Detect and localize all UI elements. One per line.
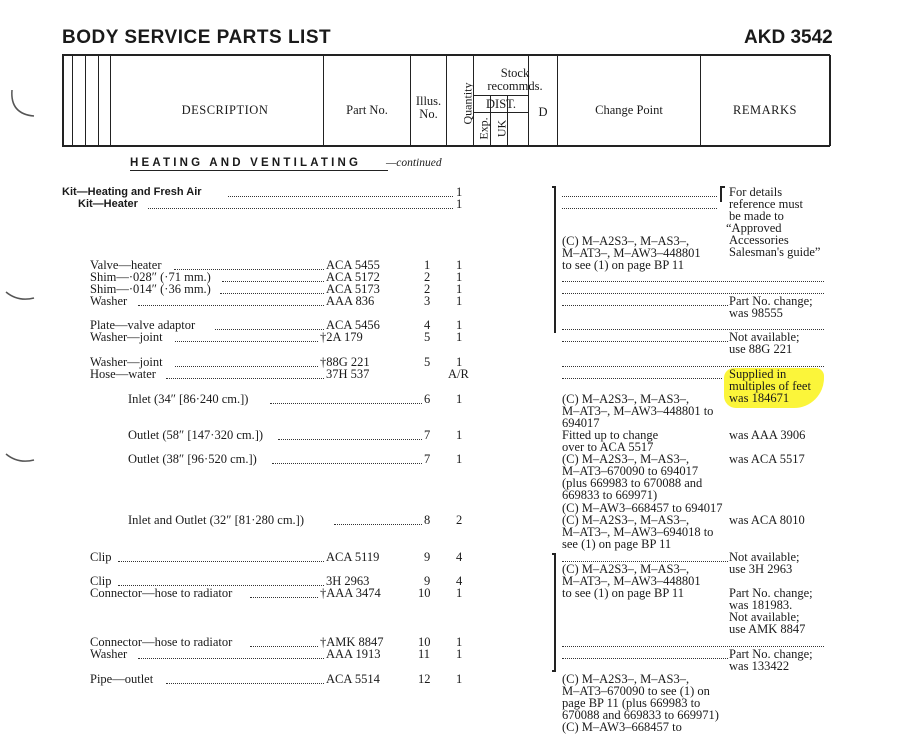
remark-5: was AAA 3906 xyxy=(729,428,806,442)
row-3-part: ACA 5455 xyxy=(326,258,380,272)
row-7-part: ACA 5456 xyxy=(326,318,380,332)
col-part-no: Part No. xyxy=(346,103,388,117)
change-point-1-line-1: (C) M–A2S3–, M–AS3–, xyxy=(562,234,690,248)
col-quantity: Quantity xyxy=(460,82,475,125)
dist-sub-rule xyxy=(473,112,529,113)
col-rule-change xyxy=(700,55,701,146)
change-point-7-line-4: 670088 and 669833 to 669971) xyxy=(562,708,719,722)
row-18-qty: 1 xyxy=(456,635,463,649)
col-d: D xyxy=(538,105,548,119)
row-3-illus: 1 xyxy=(424,258,431,272)
row-17-desc: Connector—hose to radiator xyxy=(90,586,233,600)
leader-dots xyxy=(228,196,453,197)
change-point-6-line-3: to see (1) on page BP 11 xyxy=(562,586,684,600)
row-9-part: †88G 221 xyxy=(320,355,370,369)
row-16-illus: 9 xyxy=(424,574,431,588)
leader-dots xyxy=(334,524,422,525)
row-7-qty: 1 xyxy=(456,318,463,332)
row-8-part: †2A 179 xyxy=(320,330,363,344)
row-11-desc: Inlet (34″ [86·240 cm.]) xyxy=(128,392,249,406)
row-5-desc: Shim—·014″ (·36 mm.) xyxy=(90,282,211,296)
row-4-desc: Shim—·028″ (·71 mm.) xyxy=(90,270,211,284)
bracket-group-2 xyxy=(552,553,556,672)
row-9-qty: 1 xyxy=(456,355,463,369)
row-15-part: ACA 5119 xyxy=(326,550,380,564)
remark-1-line-4: “Approved xyxy=(726,221,782,235)
remark-1-line-5: Accessories xyxy=(729,233,789,247)
col-rule-desc xyxy=(323,55,324,146)
col-rule-illus xyxy=(446,55,447,146)
row-5-part: ACA 5173 xyxy=(326,282,380,296)
change-point-5-line-2: M–AT3–, M–AW3–694018 to xyxy=(562,525,714,539)
remark-3-line-2: use 88G 221 xyxy=(729,342,793,356)
remark-6: was ACA 5517 xyxy=(729,452,805,466)
row-3-desc: Valve—heater xyxy=(90,258,162,272)
change-point-4-line-5: (C) M–AW3–668457 to 694017 xyxy=(562,501,723,515)
row-14-desc: Inlet and Outlet (32″ [81·280 cm.]) xyxy=(128,513,304,527)
change-point-dots xyxy=(562,305,728,306)
row-1-qty: 1 xyxy=(456,185,463,199)
row-11-illus: 6 xyxy=(424,392,431,406)
row-16-desc: Clip xyxy=(90,574,112,588)
row-7-illus: 4 xyxy=(424,318,431,332)
row-12-qty: 1 xyxy=(456,428,463,442)
binding-mark-top xyxy=(4,88,36,118)
row-18-desc: Connector—hose to radiator xyxy=(90,635,233,649)
remark-8-line-1: Not available; xyxy=(729,550,800,564)
leader-dots xyxy=(270,403,422,404)
section-underline xyxy=(130,170,388,171)
change-point-7-line-2: M–AT3–670090 to see (1) on xyxy=(562,684,710,698)
remark-10-line-2: was 133422 xyxy=(729,659,790,673)
leader-dots xyxy=(175,366,318,367)
col-description: DESCRIPTION xyxy=(181,103,269,117)
change-point-1-line-3: to see (1) on page BP 11 xyxy=(562,258,684,272)
remark-9-line-3: Not available; xyxy=(729,610,800,624)
row-14-illus: 8 xyxy=(424,513,431,527)
col-remarks: REMARKS xyxy=(733,103,797,117)
row-15-qty: 4 xyxy=(456,550,463,564)
change-point-5-line-3: see (1) on page BP 11 xyxy=(562,537,672,551)
col-rule-2 xyxy=(72,55,73,146)
leader-dots xyxy=(220,293,324,294)
col-rule-5 xyxy=(110,55,111,146)
change-point-4-line-1: (C) M–A2S3–, M–AS3–, xyxy=(562,452,690,466)
row-7-desc: Plate—valve adaptor xyxy=(90,318,196,332)
row-14-qty: 2 xyxy=(456,513,463,527)
row-10-part: 37H 537 xyxy=(326,367,370,381)
leader-dots xyxy=(148,208,453,209)
row-12-illus: 7 xyxy=(424,428,431,442)
col-change-point: Change Point xyxy=(595,103,663,117)
row-2-qty: 1 xyxy=(456,197,463,211)
row-20-desc: Pipe—outlet xyxy=(90,672,154,686)
row-11-qty: 1 xyxy=(456,392,463,406)
leader-dots xyxy=(118,561,324,562)
leader-dots xyxy=(166,378,324,379)
row-9-illus: 5 xyxy=(424,355,431,369)
row-6-desc: Washer xyxy=(90,294,128,308)
row-8-desc: Washer—joint xyxy=(90,330,163,344)
col-dist: DIST. xyxy=(486,97,516,111)
remark-9-line-1: Part No. change; xyxy=(729,586,813,600)
row-5-qty: 1 xyxy=(456,282,463,296)
leader-dots xyxy=(215,329,324,330)
col-exp: Exp. xyxy=(476,117,491,140)
col-rule-end xyxy=(829,55,831,146)
row-19-part: AAA 1913 xyxy=(326,647,381,661)
remark-2-line-1: Part No. change; xyxy=(729,294,813,308)
change-point-1-line-2: M–AT3–, M–AW3–448801 xyxy=(562,246,701,260)
col-illus-2: No. xyxy=(419,107,438,121)
row-20-illus: 12 xyxy=(418,672,431,686)
row-13-desc: Outlet (38″ [96·520 cm.]) xyxy=(128,452,257,466)
change-point-7-line-5: (C) M–AW3–668457 to xyxy=(562,720,682,734)
leader-dots xyxy=(118,585,324,586)
leader-dots xyxy=(166,683,324,684)
remark-9-line-2: was 181983. xyxy=(729,598,793,612)
row-18-part: †AMK 8847 xyxy=(320,635,384,649)
change-point-7-line-3: page BP 11 (plus 669983 to xyxy=(562,696,701,710)
change-point-5-line-1: (C) M–A2S3–, M–AS3–, xyxy=(562,513,690,527)
row-19-illus: 11 xyxy=(418,647,431,661)
leader-dots xyxy=(250,646,318,647)
change-point-2-line-2: M–AT3–, M–AW3–448801 to xyxy=(562,404,714,418)
row-6-part: AAA 836 xyxy=(326,294,375,308)
col-uk: UK xyxy=(494,119,509,138)
document-code: AKD 3542 xyxy=(744,27,833,48)
col-rule-d xyxy=(557,55,558,146)
row-19-qty: 1 xyxy=(456,647,463,661)
row-17-qty: 1 xyxy=(456,586,463,600)
page-title: BODY SERVICE PARTS LIST xyxy=(62,27,332,48)
row-8-illus: 5 xyxy=(424,330,431,344)
remark-2-line-2: was 98555 xyxy=(729,306,783,320)
change-point-4-line-3: (plus 669983 to 670088 and xyxy=(562,476,703,490)
change-point-dots xyxy=(562,658,728,659)
row-10-desc: Hose—water xyxy=(90,367,156,381)
row-15-illus: 9 xyxy=(424,550,431,564)
col-illus-1: Illus. xyxy=(415,94,442,108)
col-rule-4 xyxy=(98,55,99,146)
row-13-illus: 7 xyxy=(424,452,431,466)
bracket-group-1 xyxy=(552,186,556,333)
remark-8-line-2: use 3H 2963 xyxy=(729,562,793,576)
remark-1-line-2: reference must xyxy=(729,197,803,211)
change-point-dots xyxy=(562,208,717,209)
row-2-desc: Kit—Heater xyxy=(78,198,138,210)
change-point-6-line-1: (C) M–A2S3–, M–AS3–, xyxy=(562,562,690,576)
col-rule-1 xyxy=(62,55,64,146)
remark-3-line-1: Not available; xyxy=(729,330,800,344)
stock-sub-rule xyxy=(473,95,529,96)
leader-dots xyxy=(272,463,422,464)
remark-10-line-1: Part No. change; xyxy=(729,647,813,661)
section-continued: —continued xyxy=(386,157,442,169)
row-16-part: 3H 2963 xyxy=(326,574,370,588)
row-20-part: ACA 5514 xyxy=(326,672,380,686)
change-point-2-line-1: (C) M–A2S3–, M–AS3–, xyxy=(562,392,690,406)
change-point-2-line-3: 694017 xyxy=(562,416,600,430)
row-10-qty: A/R xyxy=(448,367,469,381)
remark-1-line-6: Salesman's guide” xyxy=(729,245,821,259)
binding-mark-middle xyxy=(4,290,36,304)
remark-7: was ACA 8010 xyxy=(729,513,805,527)
remark-1-line-3: be made to xyxy=(729,209,784,223)
row-4-illus: 2 xyxy=(424,270,431,284)
binding-mark-bottom xyxy=(4,452,36,466)
row-20-qty: 1 xyxy=(456,672,463,686)
leader-dots xyxy=(175,341,318,342)
row-4-qty: 1 xyxy=(456,270,463,284)
col-stock-2: recommds. xyxy=(487,79,543,93)
remark-4-line-2: multiples of feet xyxy=(729,379,811,393)
change-point-6-line-2: M–AT3–, M–AW3–448801 xyxy=(562,574,701,588)
row-17-part: †AAA 3474 xyxy=(320,586,381,600)
change-point-dots xyxy=(562,196,717,197)
leader-dots xyxy=(250,597,318,598)
row-13-qty: 1 xyxy=(456,452,463,466)
row-17-illus: 10 xyxy=(418,586,431,600)
row-1-desc: Kit—Heating and Fresh Air xyxy=(62,186,202,198)
row-3-qty: 1 xyxy=(456,258,463,272)
row-9-desc: Washer—joint xyxy=(90,355,163,369)
change-point-dots xyxy=(562,281,824,282)
remark-4-line-1: Supplied in xyxy=(729,367,787,381)
change-point-7-line-1: (C) M–A2S3–, M–AS3–, xyxy=(562,672,690,686)
remark-9-line-4: use AMK 8847 xyxy=(729,622,806,636)
col-rule-3 xyxy=(85,55,86,146)
remark-4-line-3: was 184671 xyxy=(729,391,790,405)
change-point-4-line-2: M–AT3–670090 to 694017 xyxy=(562,464,699,478)
change-point-3-line-1: Fitted up to change xyxy=(562,428,659,442)
row-8-qty: 1 xyxy=(456,330,463,344)
row-16-qty: 4 xyxy=(456,574,463,588)
leader-dots xyxy=(174,269,324,270)
change-point-3-line-2: over to ACA 5517 xyxy=(562,440,654,454)
bracket-remarks xyxy=(720,186,725,202)
leader-dots xyxy=(138,305,324,306)
section-title: HEATING AND VENTILATING xyxy=(130,157,362,169)
col-stock-1: Stock xyxy=(500,66,530,80)
leader-dots xyxy=(278,439,422,440)
row-6-qty: 1 xyxy=(456,294,463,308)
change-point-dots xyxy=(562,341,728,342)
change-point-4-line-4: 669833 to 669971) xyxy=(562,488,658,502)
row-5-illus: 2 xyxy=(424,282,431,296)
leader-dots xyxy=(222,281,324,282)
row-19-desc: Washer xyxy=(90,647,128,661)
row-6-illus: 3 xyxy=(424,294,431,308)
leader-dots xyxy=(138,658,324,659)
remark-1-line-1: For details xyxy=(729,185,783,199)
row-15-desc: Clip xyxy=(90,550,112,564)
row-4-part: ACA 5172 xyxy=(326,270,380,284)
row-12-desc: Outlet (58″ [147·320 cm.]) xyxy=(128,428,264,442)
row-18-illus: 10 xyxy=(418,635,431,649)
change-point-dots xyxy=(562,378,722,379)
